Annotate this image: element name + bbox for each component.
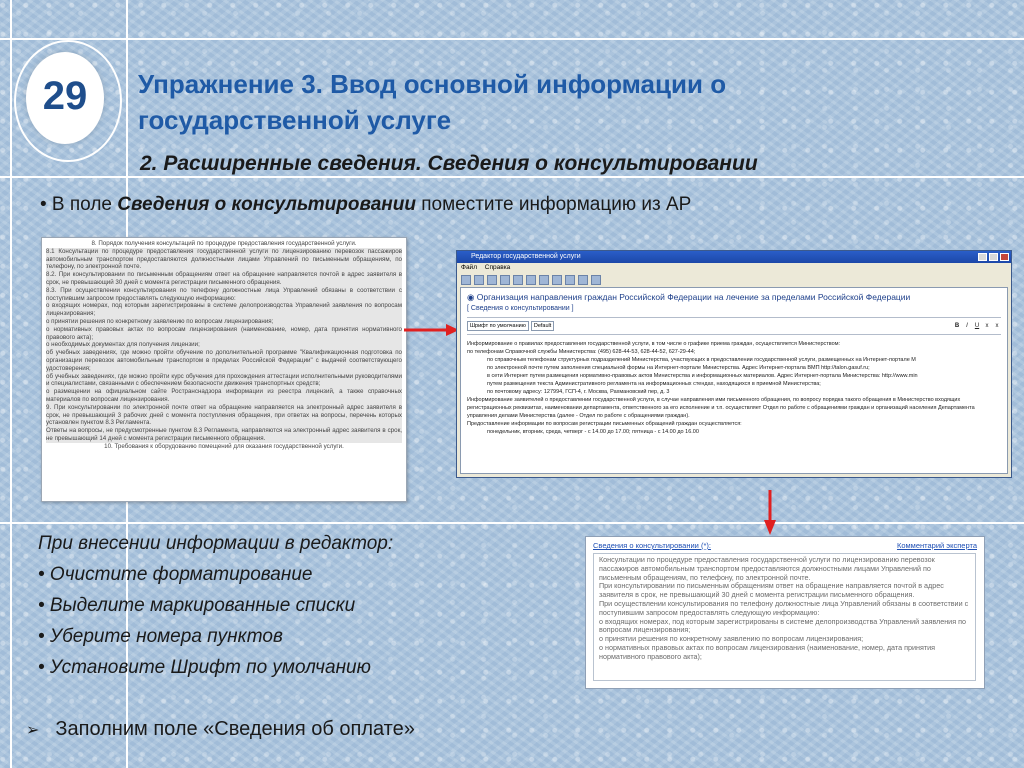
doc-line: 8. Порядок получения консультаций по процедуре предоставления государственной услуги. <box>91 240 357 247</box>
editor-toolbar <box>457 273 1011 286</box>
consultation-field-label[interactable]: Сведения о консультировании (*): <box>593 541 711 550</box>
editor-list-item: по справочным телефонам структурных подразделений Министерства, участвующих в предоставлении государственной услуги, размещенных на Интернет-портале М <box>487 357 916 363</box>
org-title: Организация направления граждан Российской Федерации на лечение за пределами Российской Федерации <box>476 292 911 302</box>
doc-line: о принятии решения по конкретному заявлению по вопросам лицензирования; <box>46 318 402 326</box>
arrow-bullet-icon: ➢ <box>26 722 40 739</box>
toolbar-refresh-icon[interactable] <box>500 275 510 285</box>
slide-number: 29 <box>42 74 88 118</box>
slide-subtitle: 2. Расширенные сведения. Сведения о консультировании <box>140 152 758 175</box>
format-toolbar <box>461 321 1007 331</box>
instruction-item: • Уберите номера пунктов <box>38 626 283 647</box>
doc-line: 9. При консультировании по электронной почте ответ на обращение направляется на электронный адрес заявителя в срок, не превышающий 3 рабочих дней с момента поступления обращения, при ответах на вопросы, перечень которых установлен пунктом 8.3 Регламента. <box>46 403 402 427</box>
consultation-line: о принятии решения по конкретному заявлению по вопросам лицензирования; <box>599 634 864 644</box>
decor-line <box>0 38 1024 40</box>
editor-list-item: путем размещения текста Административного регламента на информационных стендах, находящихся в приемной Министерства; <box>487 381 821 387</box>
italic-button[interactable]: I <box>966 323 968 329</box>
globe-icon: ◉ <box>467 292 477 302</box>
font-style-select[interactable]: Шрифт по умолчанию <box>467 321 529 331</box>
editor-titlebar <box>457 251 1011 263</box>
doc-line: 8.3. При осуществлении консультирования по телефону должностные лица Управлений обязаны в соответствии с поступившим запросом предоставлять следующую информацию: <box>46 286 402 302</box>
editor-window-title: Редактор государственной услуги <box>471 253 581 260</box>
maximize-button[interactable] <box>989 253 998 261</box>
editor-paragraph: Информирование о правилах предоставления государственной услуги, в том числе о графике приема граждан, осуществляется Министерством: <box>467 341 841 347</box>
font-size-select[interactable]: Default <box>531 321 554 331</box>
divider <box>467 334 1001 335</box>
menu-file[interactable]: Файл <box>461 264 477 271</box>
toolbar-delete-icon[interactable] <box>539 275 549 285</box>
editor-list-item: по почтовому адресу: 127994, ГСП-4, г. Москва, Рахмановский пер, д. 3 <box>487 389 670 395</box>
toolbar-save-icon[interactable] <box>487 275 497 285</box>
instruction-line <box>40 194 691 216</box>
instruction-item: • Установите Шрифт по умолчанию <box>38 657 371 678</box>
decor-line <box>0 522 1024 524</box>
editor-menubar <box>457 263 1011 273</box>
editor-list-item: по электронной почте путем заполнения специальной формы на Интернет-портале Министерства. Адрес Интернет-портала ВМП http://talon.gasuf.ru; <box>487 365 870 371</box>
section-link[interactable]: [ Сведения о консультировании ] <box>467 305 574 312</box>
consultation-field-header <box>586 537 984 550</box>
editor-page <box>460 287 1008 474</box>
expert-comment-link[interactable]: Комментарий эксперта <box>896 541 977 550</box>
editor-list-item: в сети Интернет путем размещения нормативно-правовых актов Министерства и информационных материалов. Адрес Интернет-портала Министерства: http://www.min <box>487 373 918 379</box>
instruction-item: • Очистите форматирование <box>38 564 313 585</box>
toolbar-help-icon[interactable] <box>591 275 601 285</box>
editor-list-item: понедельник, вторник, среда, четверг - с 14.00 до 17.00; пятница - с 14.00 до 16.00 <box>487 429 699 435</box>
instruction-prefix: • В поле <box>40 194 118 215</box>
underline-button[interactable]: U <box>974 323 980 329</box>
toolbar-print-icon[interactable] <box>513 275 523 285</box>
instruction-suffix: поместите информацию из АР <box>415 194 692 215</box>
arrow-right-icon <box>404 322 460 338</box>
editor-org-heading <box>461 288 1007 314</box>
doc-line: о входящих номерах, под которым зарегистрированы в системе делопроизводства Управлений заявления по вопросам лицензирования; <box>46 302 402 318</box>
consultation-line: При осуществлении консультирования по телефону должностные лица Управлений обязаны в соответствии с поступившим запросом предоставлять следующую информацию: <box>599 598 969 617</box>
editor-paragraph: Предоставление информации по вопросам регистрации письменных обращений граждан осуществляется: <box>467 421 742 427</box>
doc-line: Ответы на вопросы, не предусмотренные пунктом 8.3 Регламента, направляются на электронный адрес заявителя в срок, не превышающий 14 дней с момента регистрации письменного обращения. <box>46 427 402 442</box>
doc-line: 10. Требования к оборудованию помещений для оказания государственной услуги. <box>104 442 344 450</box>
toolbar-back-icon[interactable] <box>565 275 575 285</box>
superscript-button[interactable]: x <box>995 323 999 329</box>
service-editor-window <box>456 250 1012 478</box>
arrow-down-icon <box>762 490 778 536</box>
editor-content[interactable] <box>461 338 1007 438</box>
consultation-line: При консультировании по письменным обращениям ответ на обращение направляется почтой в адрес заявителя в срок, не превышающий 30 дней с момента регистрации письменного обращения. <box>599 581 944 600</box>
doc-line: о размещении на официальном сайте Ространснадзора информации из реестра лицензий, а также справочных материалов по вопросам лицензирования. <box>46 388 402 403</box>
toolbar-copy-icon[interactable] <box>526 275 536 285</box>
consultation-field-panel <box>585 536 985 689</box>
minimize-button[interactable] <box>978 253 987 261</box>
instructions-heading: При внесении информации в редактор: <box>38 533 394 554</box>
toolbar-new-icon[interactable] <box>461 275 471 285</box>
consultation-textarea[interactable] <box>593 553 976 681</box>
instruction-field-name: Сведения о консультировании <box>117 194 416 215</box>
next-step-text: Заполним поле «Сведения об оплате» <box>55 718 415 740</box>
menu-help[interactable]: Справка <box>484 264 511 271</box>
doc-line: о нормативных правовых актах по вопросам лицензирования (наименование, номер, дата принятия нормативного правового акта); <box>46 325 402 341</box>
editor-paragraph: Информирование заявителей о предоставлении государственной услуги, в случае направления ими письменного обращения, по вопросу порядка такого обращения в Министерство входящих регистрационных реквизитах, наименовании департамента, ответственного за его исполнение и т.п. осуществляет Отдел по работе с обращениями граждан и организаций населения Департамента управления делами Министерства (далее - Отдел по работе с обращениями граждан). <box>467 397 975 419</box>
doc-line: об учебных заведениях, где можно пройти обучение по дополнительной программе "Квалификационная подготовка по организации перевозок автомобильным транспортом в пределах Российской Федерации" с выдачей соответствующего удостоверения; <box>46 349 402 372</box>
consultation-line: Консультации по процедуре предоставления государственной услуги по лицензированию перевозок пассажиров автомобильным транспортом предоставляются должностными лицами Управлений по письменным обращениям, по телефону, по электронной почте. <box>599 555 935 582</box>
consultation-line: о нормативных правовых актах по вопросам лицензирования (наименование, номер, дата принятия нормативного правового акта); <box>599 642 936 661</box>
consultation-line: о входящих номерах, под которым зарегистрированы в системе делопроизводства Управлений заявления по вопросам лицензирования; <box>599 616 966 635</box>
slide-title: Упражнение 3. Ввод основной информации о государственной услуге <box>138 69 727 135</box>
doc-line: об учебных заведениях, где можно пройти курс обучения для прохождения аттестации исполнительными руководителями и специалистами, связанными с обеспечением безопасности движения транспортных средств; <box>46 372 402 388</box>
editor-instructions <box>38 528 393 683</box>
next-step <box>26 718 415 741</box>
decor-line <box>10 0 12 768</box>
doc-line: 8.1 Консультации по процедуре предоставления государственной услуги по лицензированию перевозок пассажиров автомобильным транспортом предоставляются должностными лицами Управлений по письменным обращениям, по телефону, по электронной почте. <box>46 247 402 271</box>
editor-paragraph: по телефонам Справочной службы Министерства: (495) 628-44-53, 628-44-52, 627-29-44; <box>467 349 696 355</box>
decor-line <box>0 176 1024 178</box>
toolbar-forward-icon[interactable] <box>578 275 588 285</box>
instruction-item: • Выделите маркированные списки <box>38 595 356 616</box>
close-button[interactable] <box>1000 253 1009 261</box>
slide-number-badge <box>26 52 104 144</box>
doc-line: о необходимых документах для получения лицензии; <box>46 341 402 349</box>
toolbar-open-icon[interactable] <box>474 275 484 285</box>
doc-line: 8.2. При консультировании по письменным обращениям ответ на обращение направляется почтой в адрес заявителя в срок, не превышающий 30 дней с момента регистрации письменного обращения. <box>46 271 402 286</box>
toolbar-search-icon[interactable] <box>552 275 562 285</box>
subscript-button[interactable]: x <box>985 323 989 329</box>
source-document <box>41 237 407 502</box>
divider <box>467 317 1001 318</box>
bold-button[interactable]: B <box>954 323 960 329</box>
